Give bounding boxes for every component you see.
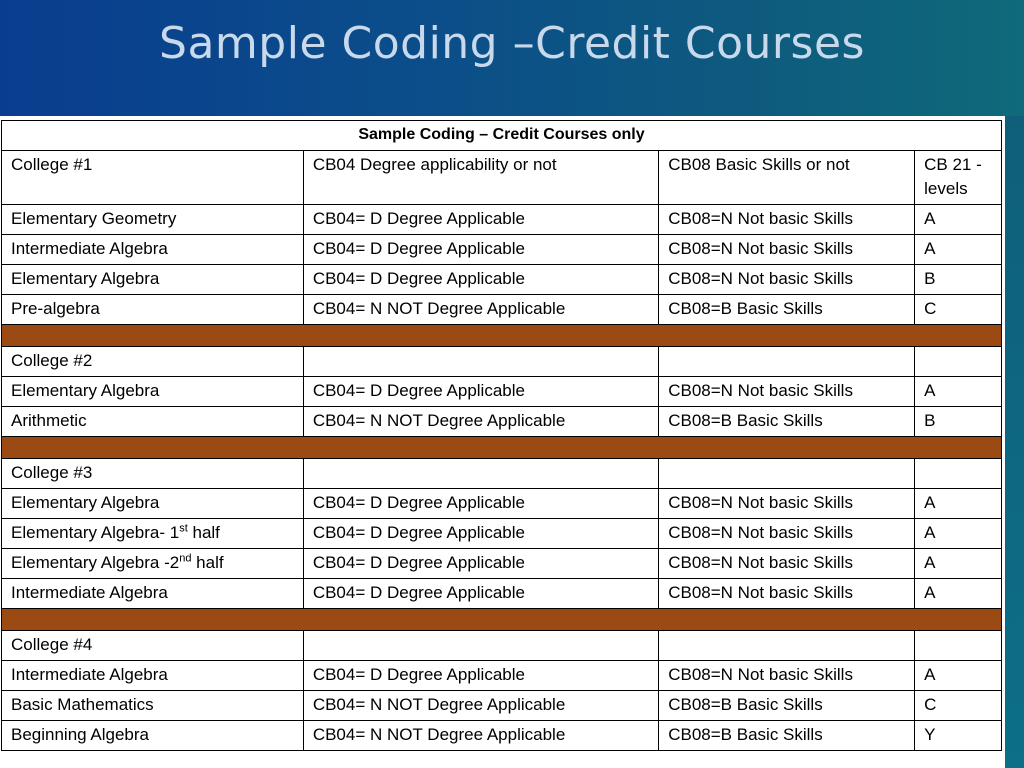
college-label: College #3 (2, 459, 304, 489)
table-row (2, 661, 1002, 691)
slide-edge-decoration (1005, 116, 1024, 768)
cb08-cell: CB08=N Not basic Skills (659, 235, 915, 265)
column-header-course: College #1 (2, 151, 304, 205)
cb08-cell: CB08=N Not basic Skills (659, 519, 915, 549)
empty-cell (303, 631, 658, 661)
empty-cell (915, 459, 1002, 489)
table-row (2, 489, 1002, 519)
table-caption: Sample Coding – Credit Courses only (2, 121, 1002, 151)
course-text: Elementary Algebra -2 (11, 553, 180, 572)
separator-row (2, 325, 1002, 347)
course-cell: Basic Mathematics (2, 691, 304, 721)
course-cell: Elementary Algebra (2, 377, 304, 407)
cb21-cell: A (915, 377, 1002, 407)
course-cell: Elementary Algebra (2, 489, 304, 519)
cb21-cell: C (915, 295, 1002, 325)
table-row (2, 265, 1002, 295)
cb21-cell: A (915, 661, 1002, 691)
course-cell: Intermediate Algebra (2, 579, 304, 609)
table-row (2, 579, 1002, 609)
cb04-cell: CB04= D Degree Applicable (303, 377, 658, 407)
cb21-cell: C (915, 691, 1002, 721)
course-cell: Beginning Algebra (2, 721, 304, 751)
cb08-cell: CB08=N Not basic Skills (659, 549, 915, 579)
separator-row (2, 437, 1002, 459)
column-header-cb21: CB 21 - levels (915, 151, 1002, 205)
table-row (2, 377, 1002, 407)
empty-cell (659, 631, 915, 661)
cb21-cell: A (915, 579, 1002, 609)
college-label: College #4 (2, 631, 304, 661)
cb04-cell: CB04= D Degree Applicable (303, 205, 658, 235)
college-label-row (2, 631, 1002, 661)
course-cell: Elementary Algebra (2, 265, 304, 295)
slide-content (0, 116, 1005, 768)
cb08-cell: CB08=N Not basic Skills (659, 661, 915, 691)
table-row (2, 205, 1002, 235)
separator-bar (2, 325, 1002, 347)
college-label-row (2, 459, 1002, 489)
course-cell: Intermediate Algebra (2, 661, 304, 691)
course-cell: Pre-algebra (2, 295, 304, 325)
course-cell (2, 549, 304, 579)
cb08-cell: CB08=N Not basic Skills (659, 377, 915, 407)
course-cell: Arithmetic (2, 407, 304, 437)
cb08-cell: CB08=B Basic Skills (659, 295, 915, 325)
cb04-cell: CB04= N NOT Degree Applicable (303, 721, 658, 751)
cb21-cell: Y (915, 721, 1002, 751)
cb04-cell: CB04= D Degree Applicable (303, 549, 658, 579)
table-row (2, 295, 1002, 325)
table-row (2, 549, 1002, 579)
ordinal-suffix: nd (179, 552, 192, 565)
course-cell: Elementary Geometry (2, 205, 304, 235)
cb08-cell: CB08=B Basic Skills (659, 691, 915, 721)
table-row (2, 519, 1002, 549)
cb21-cell: A (915, 489, 1002, 519)
separator-bar (2, 609, 1002, 631)
cb04-cell: CB04= D Degree Applicable (303, 661, 658, 691)
course-text-suffix: half (191, 553, 224, 572)
cb08-cell: CB08=N Not basic Skills (659, 205, 915, 235)
cb04-cell: CB04= D Degree Applicable (303, 235, 658, 265)
cb21-cell: B (915, 407, 1002, 437)
cb04-cell: CB04= N NOT Degree Applicable (303, 295, 658, 325)
cb04-cell: CB04= D Degree Applicable (303, 579, 658, 609)
empty-cell (303, 459, 658, 489)
cb08-cell: CB08=N Not basic Skills (659, 489, 915, 519)
table-row (2, 721, 1002, 751)
course-cell (2, 519, 304, 549)
separator-bar (2, 437, 1002, 459)
cb08-cell: CB08=N Not basic Skills (659, 265, 915, 295)
column-header-cb08: CB08 Basic Skills or not (659, 151, 915, 205)
cb04-cell: CB04= D Degree Applicable (303, 519, 658, 549)
table-row (2, 235, 1002, 265)
empty-cell (915, 631, 1002, 661)
table-caption-row (2, 121, 1002, 151)
coding-table (1, 120, 1002, 751)
college-label-row (2, 347, 1002, 377)
cb08-cell: CB08=N Not basic Skills (659, 579, 915, 609)
course-text: Elementary Algebra- 1 (11, 523, 180, 542)
cb21-cell: A (915, 235, 1002, 265)
column-header-cb04: CB04 Degree applicability or not (303, 151, 658, 205)
cb21-cell: A (915, 549, 1002, 579)
course-cell: Intermediate Algebra (2, 235, 304, 265)
cb21-cell: B (915, 265, 1002, 295)
cb21-cell: A (915, 519, 1002, 549)
ordinal-suffix: st (179, 522, 188, 535)
college-label: College #2 (2, 347, 304, 377)
table-row (2, 407, 1002, 437)
empty-cell (915, 347, 1002, 377)
cb04-cell: CB04= D Degree Applicable (303, 489, 658, 519)
cb21-cell: A (915, 205, 1002, 235)
cb04-cell: CB04= N NOT Degree Applicable (303, 691, 658, 721)
course-text-suffix: half (187, 523, 220, 542)
column-header-row (2, 151, 1002, 205)
slide-title: Sample Coding –Credit Courses (159, 18, 865, 69)
cb04-cell: CB04= D Degree Applicable (303, 265, 658, 295)
cb04-cell: CB04= N NOT Degree Applicable (303, 407, 658, 437)
table-row (2, 691, 1002, 721)
separator-row (2, 609, 1002, 631)
empty-cell (659, 459, 915, 489)
cb08-cell: CB08=B Basic Skills (659, 721, 915, 751)
empty-cell (659, 347, 915, 377)
empty-cell (303, 347, 658, 377)
cb08-cell: CB08=B Basic Skills (659, 407, 915, 437)
